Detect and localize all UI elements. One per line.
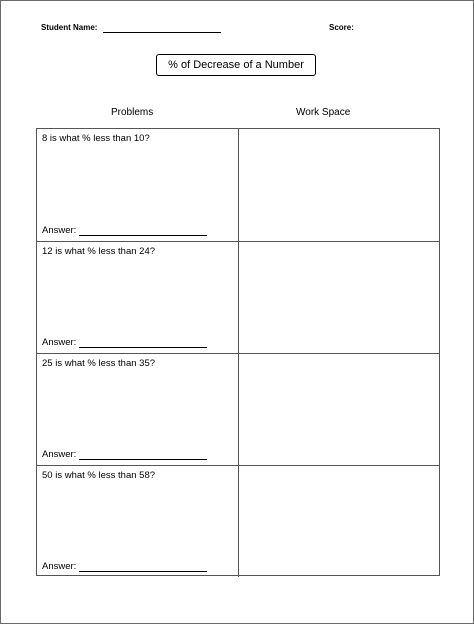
answer-area: [42, 225, 207, 236]
work-space-cell[interactable]: [239, 466, 439, 577]
worksheet-title: [156, 54, 316, 76]
worksheet-header: [41, 23, 453, 37]
answer-area: [42, 337, 207, 348]
answer-field[interactable]: [79, 337, 207, 348]
score-label: Score:: [329, 23, 354, 32]
answer-label: Answer:: [42, 337, 77, 348]
answer-label: Answer:: [42, 449, 77, 460]
work-space-cell[interactable]: [239, 354, 439, 465]
problems-column-header: Problems: [111, 107, 154, 118]
work-space-cell[interactable]: [239, 242, 439, 353]
answer-label: Answer:: [42, 561, 77, 572]
answer-label: Answer:: [42, 225, 77, 236]
problem-cell: [37, 354, 239, 465]
work-space-column-header: Work Space: [296, 107, 351, 118]
worksheet-title-text: % of Decrease of a Number: [168, 59, 304, 71]
problem-row: [37, 241, 439, 353]
problems-table: [36, 128, 440, 576]
answer-area: [42, 561, 207, 572]
answer-field[interactable]: [79, 561, 207, 572]
problem-cell: [37, 466, 239, 577]
answer-area: [42, 449, 207, 460]
problem-cell: [37, 242, 239, 353]
problem-question: 25 is what % less than 35?: [42, 358, 156, 369]
answer-field[interactable]: [79, 449, 207, 460]
problem-cell: [37, 129, 239, 241]
problem-row: [37, 129, 439, 241]
student-name-label: Student Name:: [41, 23, 98, 32]
student-name-field[interactable]: [103, 32, 221, 33]
problem-row: [37, 465, 439, 577]
problem-question: 50 is what % less than 58?: [42, 470, 156, 481]
problem-question: 12 is what % less than 24?: [42, 246, 156, 257]
answer-field[interactable]: [79, 225, 207, 236]
problem-row: [37, 353, 439, 465]
problem-question: 8 is what % less than 10?: [42, 133, 150, 144]
work-space-cell[interactable]: [239, 129, 439, 241]
